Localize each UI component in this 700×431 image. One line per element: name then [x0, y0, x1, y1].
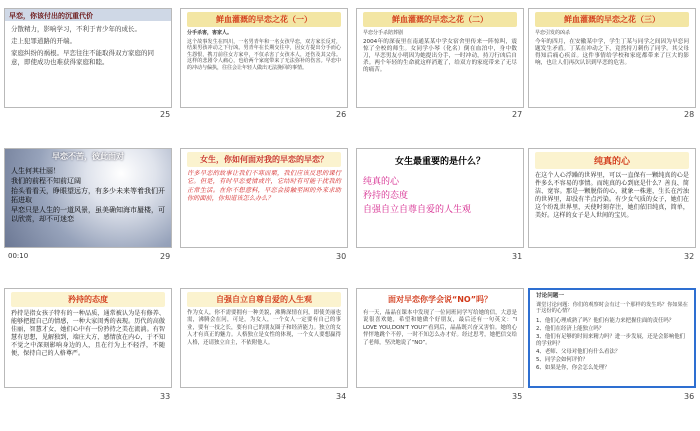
slide-title: 自强自立自尊自爱的人生观 [187, 292, 341, 307]
bullet: 矜持的态度 [363, 191, 409, 201]
slide-thumbnail-27[interactable] [356, 8, 524, 108]
slide-timing: 00:10 [8, 252, 29, 260]
slide-paragraph: 今年的四月，在安徽某中学，学生丁某与同学之间因为早恋问题发生矛盾。丁某在冲动之下，竟然持刀刺伤了同学。其父母得知后痛心疾首。这件事情给学校和家庭都带来了巨大的影响，也让人们再次认识到早恋的危害。 [535, 38, 689, 67]
slide-subtitle: 早恋分手杀陪葬剧 [363, 30, 404, 36]
slide-thumbnail-35[interactable] [356, 288, 524, 388]
slide-thumbnail-30[interactable] [180, 148, 348, 248]
bullet: 5、同学会如何评价？ [536, 356, 588, 363]
bullet: 我们的前程不知前辽阔 [11, 177, 81, 185]
bullet: 1、他们心理成熟了吗？他们有能力来把握住面的责任吗？ [536, 317, 675, 324]
slide-paragraph: 在这个人心浮躁的世界里，可以一直保有一颗纯真的心是件多么不容易的事情。而纯真的心到底是什么？善良、简洁、宽容。那是一颗脱俗的心，就象一株莲，生长在污浊的世界里，却没有半点污染。有少女气质的女子，她们在这个纷乱世界里，天使时刻存注，她们依旧纯真，简单，美好。这样的女子是人世间的宝贝。 [535, 172, 689, 219]
slide-number-25: 25 [160, 110, 171, 119]
slide-title: 女生最重要的是什么？ [394, 157, 485, 167]
slide-paragraph: 作为女人，你不需要拥有一种美貌，沸腾深情在问，即使美丽也需，沸腾会在问，可是，为女人，一个女人一定要有自己的事业，要有一技之长，要有自己的朋友圈子和经济能力。独立的女人才有真正的魅力。人格独立是女性的体现，一个女人要想赢得人格，还请独立自主，不依附他人。 [187, 310, 341, 346]
slide-thumbnail-36[interactable] [528, 288, 696, 388]
slide-title: 鲜血灌溉的早恋之花（三） [535, 12, 689, 27]
slide-paragraph: 2004年的深夜里在南通某某中学女宿舍里传来一阵惊叫，震惊了全校的师生。女同学小琴（化名）倒在血泊中，身中数刀，早恋男友小明因为她提出分手，一时冲动，持刀行凶后自杀。两个年轻的生命就这样消逝了，给双方的家庭带来了无尽的痛苦。 [363, 38, 517, 74]
slide-number-33: 33 [160, 392, 171, 401]
bullet: 3、他们有足够的时间来精力吗？进一步发展，还是会影响他们的学业吗？ [536, 333, 685, 347]
slide-thumbnail-31[interactable] [356, 148, 524, 248]
slide-title: 面对早恋你学会说“NO”吗？ [363, 292, 517, 307]
slide-title: 纯真的心 [535, 152, 689, 169]
bullet: 2、他们在经济上能独立吗？ [536, 325, 605, 332]
slide-thumbnail-25[interactable] [4, 8, 172, 108]
slide-thumbnail-32[interactable] [528, 148, 696, 248]
slide-title: 早恋，你该付出的沉重代价 [5, 9, 171, 21]
slide-paragraph: 有一天，晶晶在课本中发现了一位同班同学写给她的信，大意是说很喜欢她，希望和她做个好朋友，最后还有一句英文：“I LOVE YOU,DON'T YOU?”看到后，晶晶既兴奋又害怕。她的心怦怦地跳个不停，一时不知怎么办才好。经过思考，她把信交给了老师，坚决地说了“NO”。 [363, 310, 517, 346]
bullet: 6、如果是你，你会怎么处理？ [536, 364, 610, 371]
slide-subtitle: 分手杀害，害家人。 [187, 30, 233, 36]
slide-thumbnail-29[interactable] [4, 148, 172, 248]
slide-number-26: 26 [336, 110, 347, 119]
slide-number-36: 36 [684, 392, 695, 401]
slide-title: 讨论问题一 [536, 293, 564, 299]
slide-bullets [5, 165, 171, 224]
bullet: 分散精力，影响学习，不利于青少年的成长。 [11, 25, 141, 33]
bullet: 早恋只是人生的一道风景，虽美确知海市蜃楼，可以欣赏，却不可迷恋 [11, 206, 165, 223]
slide-title: 早恋不苦，彼此面对 [52, 152, 124, 161]
slide-bullets [357, 170, 523, 217]
slide-number-28: 28 [684, 110, 695, 119]
slide-number-31: 31 [512, 252, 523, 261]
bullet: 人生何其壮丽！ [11, 167, 60, 175]
slide-paragraph: 矜持是指女孩子特有的一种品质，通常被认为是有修养、能够把握自己的情感，一种大家闺秀的表现。历代的高傲佳丽，智慧才女，她们心中有一份矜持之美在流淌。有智慧有思想，见解独到，端庄大方，感情放在内心，于不知不觉之中深刻影响身边的人，且在行为上不轻浮，不随便，保持自己的人格尊严。 [11, 310, 165, 357]
bullet: 走上犯罪道路的开端。 [11, 37, 76, 45]
bullet: 抬头看看天，睁眼望远方，有多少未来等着我们开拓进取 [11, 187, 165, 204]
slide-bullets [530, 316, 694, 372]
slide-title: 鲜血灌溉的早恋之花（一） [187, 12, 341, 27]
slide-number-27: 27 [512, 110, 523, 119]
slide-subtitle: 早恋引发的凶杀 [535, 30, 571, 36]
slide-title: 矜持的态度 [11, 292, 165, 307]
slide-paragraph: 这个故事发生在四川，一名男青年和一名女孩早恋，双方家长反对，结果男孩冲动之下行凶。男青年在长期交往中，因女方提出分手而心生怨恨，携刀前往女方家中，不仅杀害了女孩本人，还伤及其父母。这样的悲剧令人痛心，也给两个家庭带来了无法弥补的伤害。早恋中的冲动与偏执，往往会让年轻人做出无法挽回的事情。 [187, 38, 341, 71]
slide-number-35: 35 [512, 392, 523, 401]
slide-thumbnail-33[interactable] [4, 288, 172, 388]
slide-title: 女生，你如何面对我的早恋的早恋？ [187, 152, 341, 167]
slide-number-32: 32 [684, 252, 695, 261]
slide-number-29: 29 [160, 252, 171, 261]
bullet: 家庭纠纷的祸根。早恋往往不能取得双方家庭的同意，即使成功也难获得家庭和睦。 [11, 49, 154, 66]
slide-number-30: 30 [336, 252, 347, 261]
slide-intro: 课堂讨论问题：你们的观察时会有过一个那样的发生吗？你如果在于这份的心情？ [536, 301, 688, 315]
slide-paragraph: 许多早恋的故事让我们不寒而栗，我们应该反思的课行它。但是，有时早恋爱情或许，它结时有可能干扰我的正常生活。在你不想意料，早恋会接触至困的外来求助你的面前，你知道该怎么办么？ [187, 170, 341, 203]
slide-thumbnail-34[interactable] [180, 288, 348, 388]
slide-title: 鲜血灌溉的早恋之花（二） [363, 12, 517, 27]
slide-thumbnail-26[interactable] [180, 8, 348, 108]
slide-number-34: 34 [336, 392, 347, 401]
slide-bullets [5, 21, 171, 67]
slide-thumbnail-28[interactable] [528, 8, 696, 108]
bullet: 自强自立自尊自爱的人生观 [363, 205, 472, 215]
bullet: 纯真的心 [363, 177, 400, 187]
bullet: 4、老师、父母对他们有什么看法？ [536, 348, 621, 355]
